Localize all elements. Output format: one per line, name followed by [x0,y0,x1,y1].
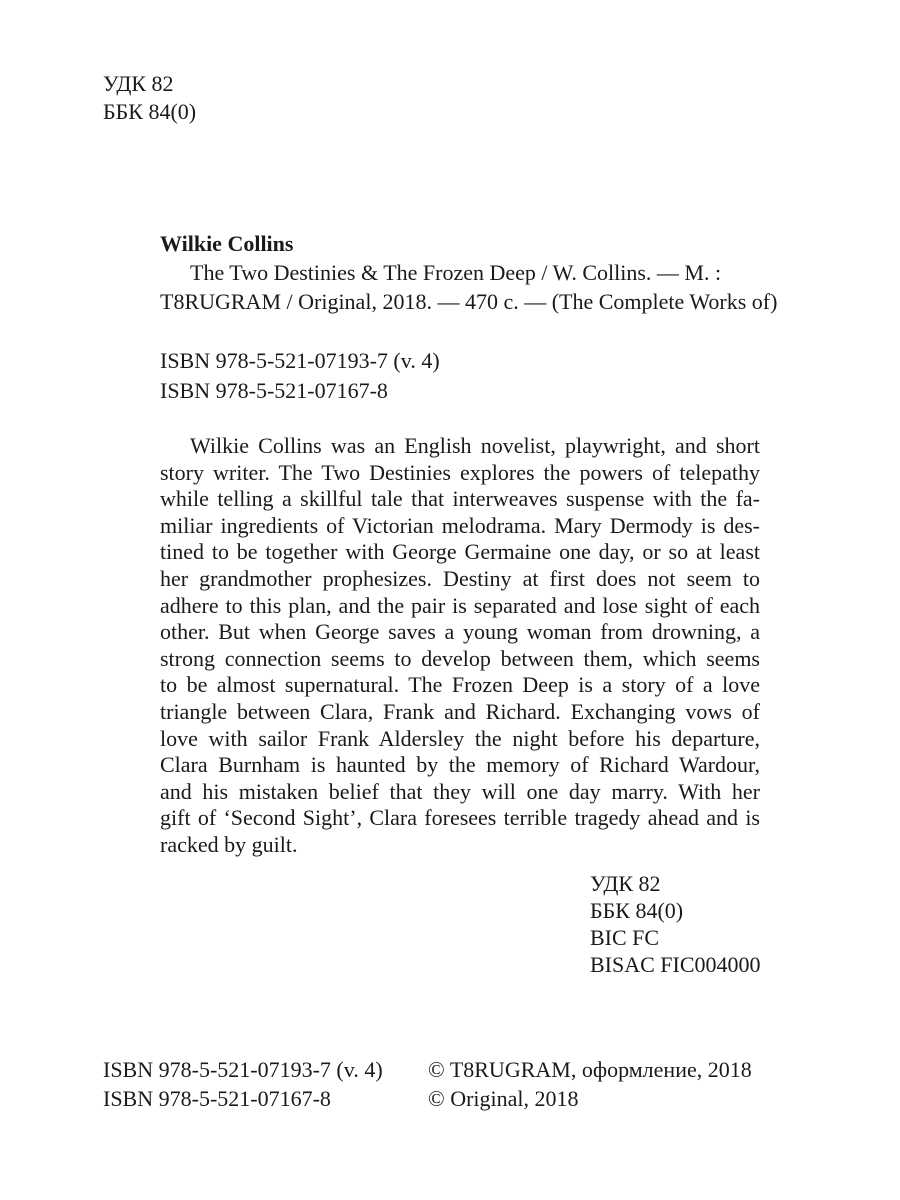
biblio-line: T8RUGRAM / Original, 2018. — 470 c. — (The Complete Works of) [160,289,778,314]
udk-code: УДК 82 [590,871,661,896]
biblio-line: The Two Destinies & The Frozen Deep / W. Collins. — M. : [190,260,722,285]
bic-code: BIC FC [590,925,660,950]
isbn-volume: ISBN 978-5-521-07193-7 (v. 4) [160,348,440,373]
bbk-code: ББК 84(0) [103,99,197,124]
annotation-line: adhere to this plan, and the pair is separated and lose sight of each [160,592,760,618]
annotation-line: gift of ‘Second Sight’, Clara foresees terrible tragedy ahead and is [160,805,760,831]
annotation-line: while telling a skillful tale that interweaves suspense with the fa- [160,486,760,512]
isbn-volume: ISBN 978-5-521-07193-7 (v. 4) [103,1057,383,1082]
copyright-original: © Original, 2018 [428,1086,579,1111]
annotation-line: her grandmother prophesizes. Destiny at first does not seem to [160,565,760,591]
isbn-set: ISBN 978-5-521-07167-8 [160,378,388,403]
catalog-record [160,230,778,859]
udk-code: УДК 82 [103,71,174,96]
annotation-line: Wilkie Collins was an English novelist, playwright, and short [190,433,760,458]
bibliographic-description [160,258,778,316]
annotation-line: strong connection seems to develop between them, which seems [160,645,760,671]
copyright-notices [428,1055,752,1113]
top-classification-codes [103,70,196,126]
classification-codes [590,870,761,978]
annotation-line: triangle between Clara, Frank and Richard. Exchanging vows of [160,698,760,724]
annotation-line: and his mistaken belief that they will one day marry. With her [160,778,760,804]
bbk-code: ББК 84(0) [590,898,684,923]
isbn-set: ISBN 978-5-521-07167-8 [103,1086,331,1111]
annotation-line: other. But when George saves a young woman from drowning, a [160,619,760,645]
annotation-line: story writer. The Two Destinies explores the powers of telepathy [160,459,760,485]
annotation-line: Clara Burnham is haunted by the memory of Richard Wardour, [160,752,760,778]
bisac-code: BISAC FIC004000 [590,952,761,977]
annotation-line: tined to be together with George Germaine one day, or so at least [160,539,760,565]
copyright-publisher: © T8RUGRAM, оформление, 2018 [428,1057,752,1082]
annotation-paragraph [160,433,760,859]
annotation-line: love with sailor Frank Aldersley the night before his departure, [160,725,760,751]
annotation-line: racked by guilt. [160,831,298,857]
isbn-list [160,346,760,406]
author-name: Wilkie Collins [160,231,294,256]
bottom-isbn-list [103,1055,383,1113]
annotation-line: to be almost supernatural. The Frozen Deep is a story of a love [160,672,760,698]
annotation-line: miliar ingredients of Victorian melodrama. Mary Dermody is des- [160,512,760,538]
